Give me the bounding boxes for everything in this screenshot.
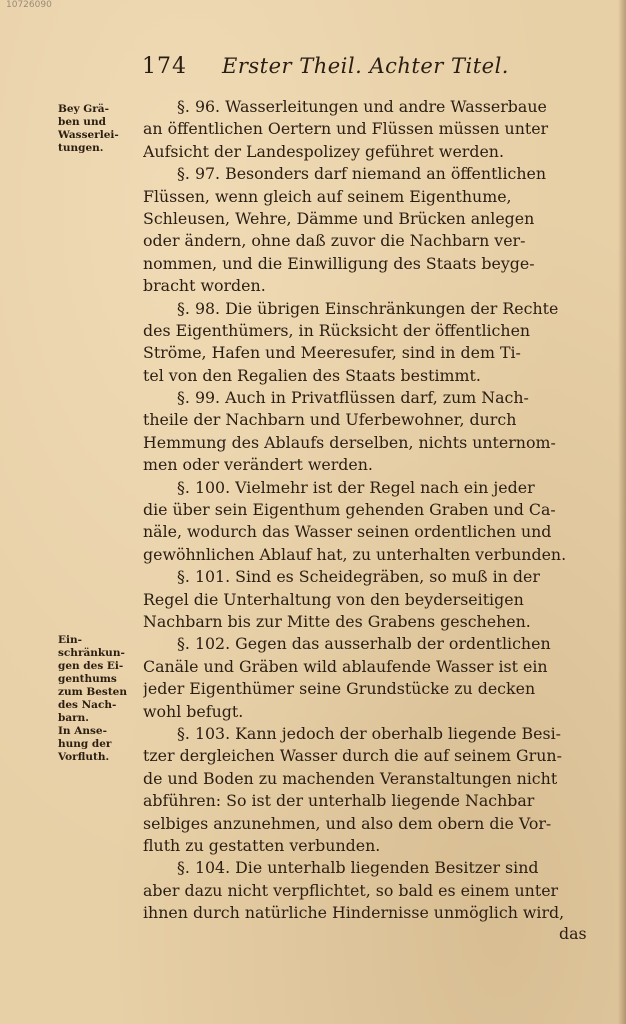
running-title: Erster Theil. Achter Titel. xyxy=(222,54,509,78)
text-line: Ströme, Hafen und Meeresufer, sind in dem Ti- xyxy=(143,343,521,363)
margin-note-einschraenkungen xyxy=(58,634,142,764)
margin-note-line: zum Besten xyxy=(58,686,127,698)
page-header xyxy=(142,50,562,84)
text-line: tel von den Regalien des Staats bestimmt. xyxy=(143,365,481,385)
page-gutter-shadow xyxy=(618,0,626,1024)
margin-note-line: barn. xyxy=(58,712,89,724)
paragraph-start-line: §. 103. Kann jedoch der oberhalb liegende Besi- xyxy=(177,723,561,743)
text-line: Regel die Unterhaltung von den beyderseitigen xyxy=(143,589,524,609)
text-line: theile der Nachbarn und Uferbewohner, durch xyxy=(143,410,517,430)
text-line: Flüssen, wenn gleich auf seinem Eigenthume, xyxy=(143,186,512,206)
text-line: Aufsicht der Landespolizey geführet werden. xyxy=(143,141,505,161)
margin-note-line: ben und xyxy=(58,116,106,128)
margin-note-line: Ein- xyxy=(58,634,82,646)
margin-note-line: In Anse- xyxy=(58,725,107,737)
text-line: Canäle und Gräben wild ablaufende Wasser ist ein xyxy=(143,656,548,676)
margin-note-line: Bey Grä- xyxy=(58,103,109,115)
scan-id: 10726090 xyxy=(6,0,52,10)
paragraph-start-line: §. 97. Besonders darf niemand an öffentlichen xyxy=(177,164,547,184)
page-number: 174 xyxy=(142,54,187,79)
text-line: aber dazu nicht verpflichtet, so bald es einem unter xyxy=(143,880,559,900)
text-line: Hemmung des Ablaufs derselben, nichts unternom- xyxy=(143,432,556,452)
margin-note-line: schränkun- xyxy=(58,647,125,659)
text-line: an öffentlichen Oertern und Flüssen müssen unter xyxy=(143,119,549,139)
margin-note-line: des Nach- xyxy=(58,699,117,711)
text-line: men oder verändert werden. xyxy=(143,455,373,475)
text-line: de und Boden zu machenden Veranstaltungen nicht xyxy=(143,768,558,788)
text-line: des Eigenthümers, in Rücksicht der öffentlichen xyxy=(143,320,531,340)
text-line: tzer dergleichen Wasser durch die auf seinem Grun- xyxy=(143,746,562,766)
text-line: wohl befugt. xyxy=(143,701,244,721)
margin-note-line: genthums xyxy=(58,673,117,685)
text-line: fluth zu gestatten verbunden. xyxy=(143,835,381,855)
text-line: gewöhnlichen Ablauf hat, zu unterhalten verbunden. xyxy=(143,544,567,564)
paragraph-start-line: §. 100. Vielmehr ist der Regel nach ein jeder xyxy=(177,477,535,497)
text-line: bracht worden. xyxy=(143,276,266,296)
text-line: Schleusen, Wehre, Dämme und Brücken anlegen xyxy=(143,208,535,228)
text-line: die über sein Eigenthum gehenden Graben und Ca- xyxy=(143,500,556,520)
margin-note-graben xyxy=(58,103,140,155)
text-line: näle, wodurch das Wasser seinen ordentlichen und xyxy=(143,522,552,542)
paragraph-start-line: §. 98. Die übrigen Einschränkungen der Rechte xyxy=(177,298,559,318)
body-text xyxy=(143,96,585,924)
margin-note-line: hung der xyxy=(58,738,112,750)
paragraph-start-line: §. 96. Wasserleitungen und andre Wasserbaue xyxy=(177,97,547,116)
text-line: ihnen durch natürliche Hindernisse unmöglich wird, xyxy=(143,903,565,923)
margin-note-line: Vorfluth. xyxy=(58,751,110,763)
text-line: abführen: So ist der unterhalb liegende Nachbar xyxy=(143,791,535,811)
paragraph-start-line: §. 102. Gegen das ausserhalb der ordentlichen xyxy=(177,634,551,654)
paragraph-start-line: §. 99. Auch in Privatflüssen darf, zum Nach- xyxy=(177,388,529,408)
margin-note-line: tungen. xyxy=(58,142,104,154)
text-line: selbiges anzunehmen, und also dem obern die Vor- xyxy=(143,813,552,833)
paragraph-start-line: §. 104. Die unterhalb liegenden Besitzer sind xyxy=(177,858,539,878)
text-line: nommen, und die Einwilligung des Staats beyge- xyxy=(143,253,535,273)
margin-note-line: gen des Ei- xyxy=(58,660,124,672)
text-line: oder ändern, ohne daß zuvor die Nachbarn ver- xyxy=(143,231,526,251)
text-line: Nachbarn bis zur Mitte des Grabens geschehen. xyxy=(143,611,531,631)
margin-note-line: Wasserlei- xyxy=(58,129,119,141)
paragraph-start-line: §. 101. Sind es Scheidegräben, so muß in der xyxy=(177,567,540,587)
text-line: jeder Eigenthümer seine Grundstücke zu decken xyxy=(143,679,536,699)
catchword: das xyxy=(559,924,587,943)
